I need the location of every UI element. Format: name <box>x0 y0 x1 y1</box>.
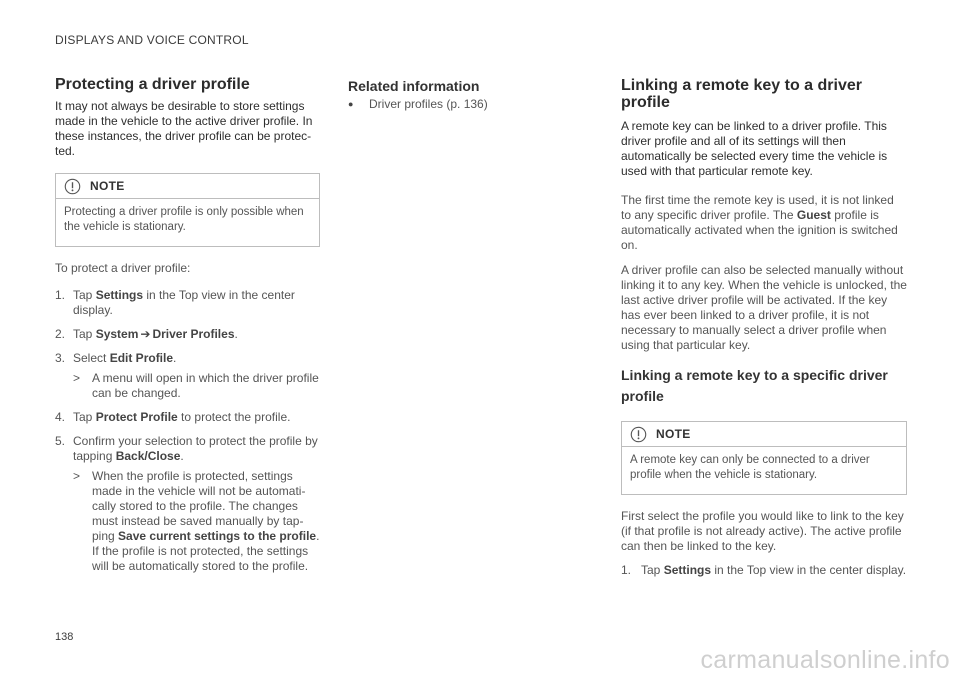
steps-list <box>55 288 320 574</box>
bullet-icon: ● <box>348 99 354 109</box>
save-settings-ref: Save current settings to the profile <box>118 529 317 543</box>
note-text: A remote key can only be connected to a driver profile when the vehicle is stationary. <box>622 446 906 494</box>
right-column <box>621 77 907 587</box>
left-column <box>55 76 320 583</box>
protect-profile-ref: Protect Profile <box>95 410 178 424</box>
list-item: 3. Select Edit Profile. > A menu will open in which the driver profile can be changed. <box>55 351 319 400</box>
note-label: NOTE <box>656 426 691 441</box>
note-text: Protecting a driver profile is only possible when the vehicle is stationary. <box>56 198 319 246</box>
list-item: 5. Confirm your selection to protect the profile by tapping Back/Close. > When the profile is protected, settings made in the vehicle will not be automatically stored to the profile. The changes must instead be saved manually by tapping Save current settings to the profile. If the profile is not protected, the settings will be automatically stored to the profile. <box>55 434 320 573</box>
note-box <box>621 421 907 495</box>
intro-paragraph: It may not always be desirable to store settings made in the vehicle to the active driver profile. In these instances, the driver profile can be protected. <box>55 99 313 158</box>
section-title-linking: Linking a remote key to a driver profile <box>621 77 862 111</box>
list-item: 4. Tap Protect Profile to protect the profile. <box>55 410 291 424</box>
note-box <box>55 173 320 247</box>
info-icon <box>64 178 81 195</box>
info-icon <box>630 426 647 443</box>
note-header <box>56 174 319 198</box>
middle-column <box>348 78 588 112</box>
section-header: DISPLAYS AND VOICE CONTROL <box>55 33 249 47</box>
driver-profiles-ref: Driver Profiles <box>152 327 235 341</box>
watermark: carmanualsonline.info <box>700 646 950 674</box>
to-protect-text: To protect a driver profile: <box>55 261 191 275</box>
settings-ref: Settings <box>663 563 712 577</box>
system-ref: System <box>95 327 139 341</box>
note-header <box>622 422 906 446</box>
step-result: > When the profile is protected, settings made in the vehicle will not be automatically stored to the profile. The changes must instead be saved manually by tapping Save current settings to the profile. If the profile is not protected, the settings will be automatically stored to the profile. <box>73 469 320 573</box>
arrow-right-icon: ➔ <box>140 327 151 341</box>
related-info-title: Related information <box>348 78 480 94</box>
page-number: 138 <box>55 631 74 643</box>
section-title-protecting: Protecting a driver profile <box>55 76 250 93</box>
manual-select-paragraph: A driver profile can also be selected manually without linking it to any key. When the vehicle is unlocked, the last active driver profile will be activated. If the key has ever been linked to a driver profile, it is not necessary to manually select a driver profile when using that particular key. <box>621 263 907 352</box>
note-label: NOTE <box>90 178 125 193</box>
linking-intro: A remote key can be linked to a driver profile. This driver profile and all of its settings will then automatically be selected every time the vehicle is used with that particular remote key. <box>621 119 888 178</box>
edit-profile-ref: Edit Profile <box>109 351 174 365</box>
guest-ref: Guest <box>796 208 831 222</box>
subsection-title: Linking a remote key to a specific driver profile <box>621 367 888 404</box>
list-item: 1. Tap Settings in the Top view in the center display. <box>55 288 295 317</box>
guest-paragraph: The first time the remote key is used, it is not linked to any specific driver profile. The Guest profile is automatically activated when the ignition is switched on. <box>621 193 898 252</box>
settings-ref: Settings <box>95 288 144 302</box>
step-result: > A menu will open in which the driver profile can be changed. <box>73 371 319 400</box>
list-item <box>348 97 588 112</box>
back-close-ref: Back/Close <box>115 449 181 463</box>
related-link[interactable]: Driver profiles (p. 136) <box>369 97 488 111</box>
list-item: 2. Tap System ➔ Driver Profiles. <box>55 327 238 341</box>
first-select-paragraph: First select the profile you would like to link to the key (if that profile is not already active). The active profile can then be linked to the key. <box>621 509 904 553</box>
list-item: 1. Tap Settings in the Top view in the center display. <box>621 563 907 577</box>
